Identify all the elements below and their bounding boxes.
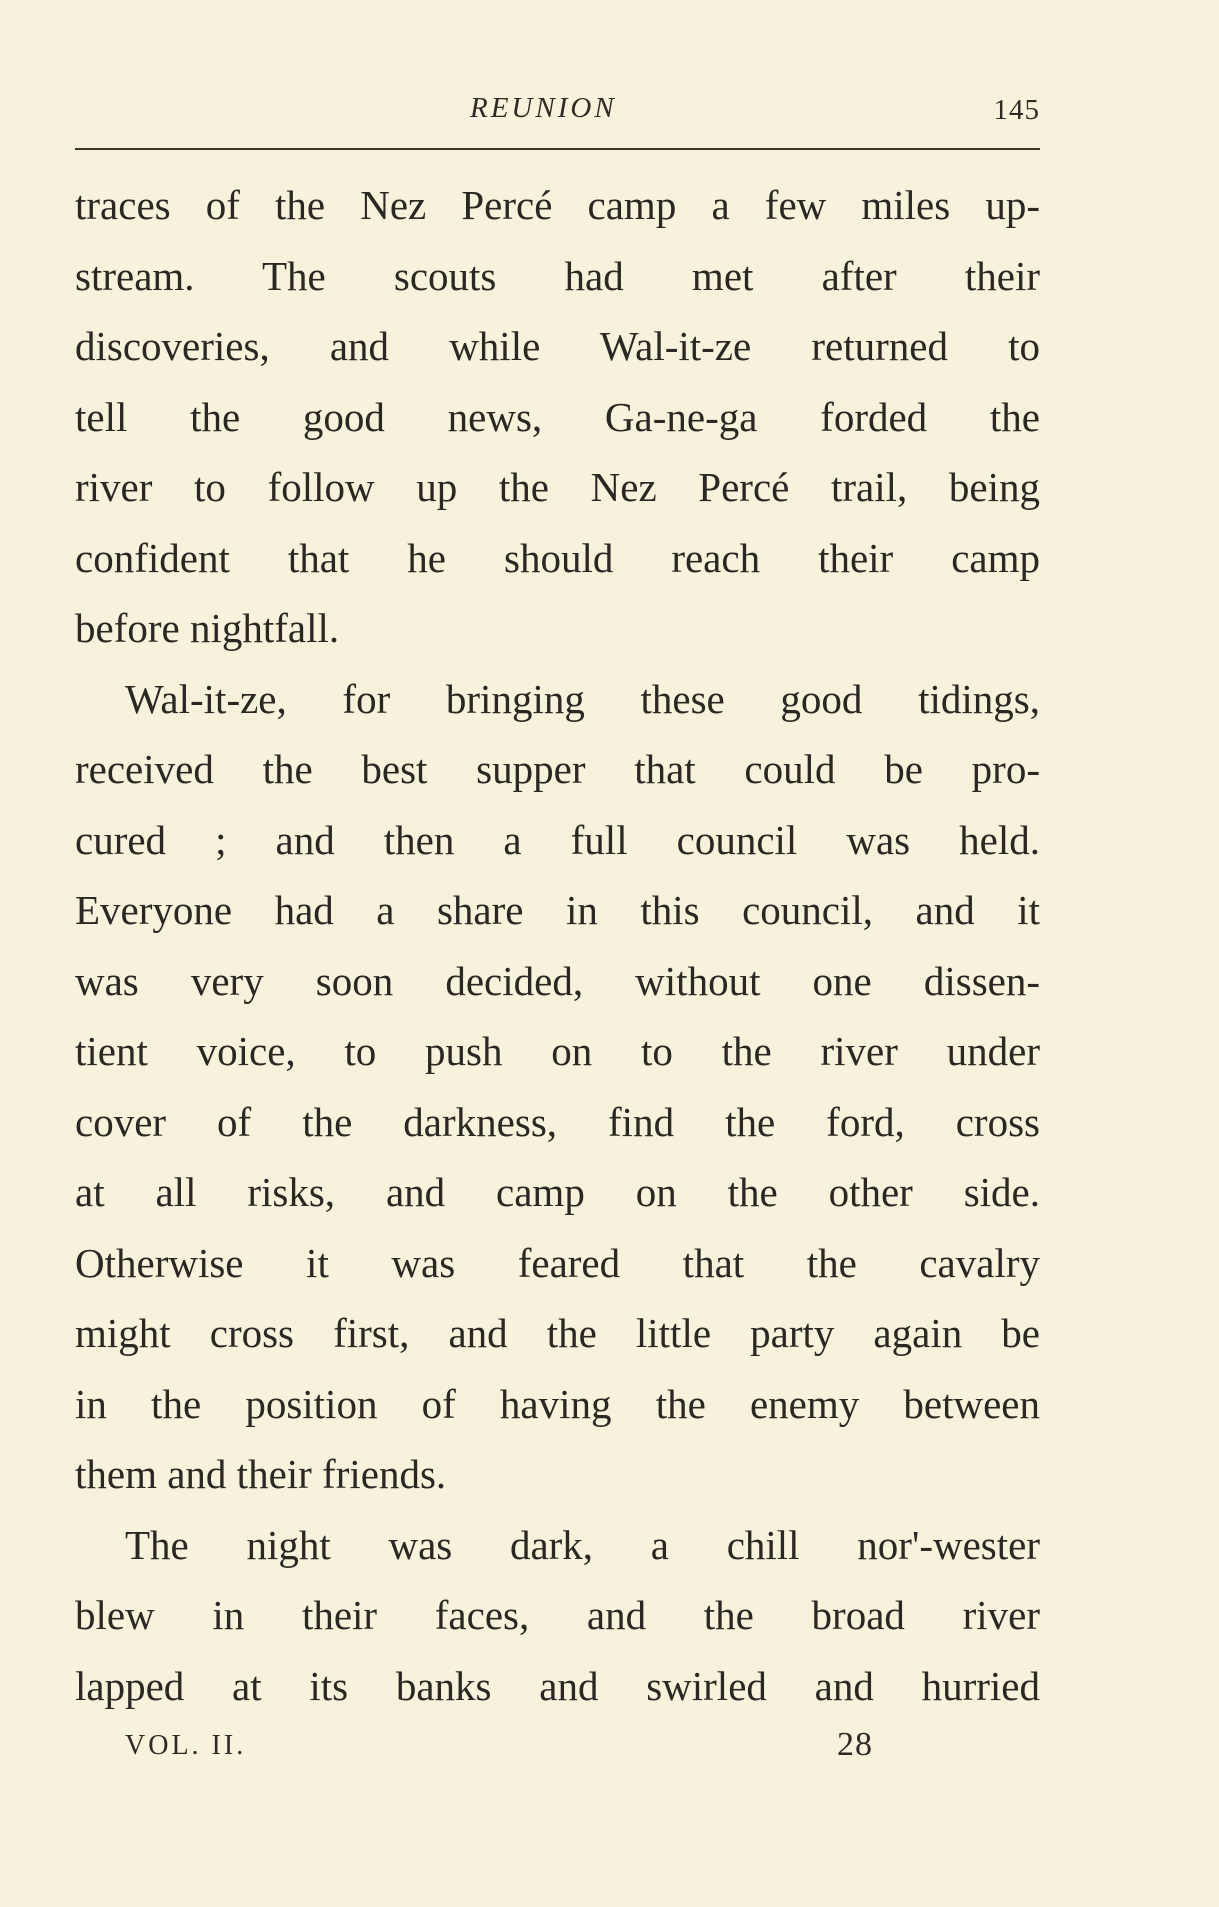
text-line: stream. The scouts had met after their xyxy=(75,252,1040,299)
header-rule xyxy=(75,148,1040,150)
text-line: was very soon decided, without one dissen- xyxy=(75,957,1040,1004)
text-line: river to follow up the Nez Percé trail, being xyxy=(75,464,1040,510)
text-line: blew in their faces, and the broad river xyxy=(75,1592,1040,1638)
text-line: before nightfall. xyxy=(75,605,340,651)
text-line: at all risks, and camp on the other side. xyxy=(75,1169,1040,1215)
text-line: might cross first, and the little party again be xyxy=(75,1310,1040,1356)
text-line: them and their friends. xyxy=(75,1451,447,1497)
page-footer xyxy=(125,1726,925,1770)
text-line: discoveries, and while Wal-it-ze returned to xyxy=(75,323,1040,369)
text-line: Wal-it-ze, for bringing these good tidings, xyxy=(125,675,1040,722)
text-line: traces of the Nez Percé camp a few miles up- xyxy=(75,182,1040,228)
text-line: tient voice, to push on to the river under xyxy=(75,1028,1040,1074)
volume-label: VOL. II. xyxy=(125,1730,247,1761)
text-line: cover of the darkness, find the ford, cross xyxy=(75,1098,1040,1145)
body-text xyxy=(75,170,1040,1721)
text-line: confident that he should reach their camp xyxy=(75,534,1040,581)
page-number: 145 xyxy=(993,94,1040,126)
text-line: in the position of having the enemy between xyxy=(75,1380,1040,1427)
text-line: The night was dark, a chill nor'-wester xyxy=(125,1521,1040,1568)
running-head: REUNION xyxy=(470,92,617,124)
text-line: Otherwise it was feared that the cavalry xyxy=(75,1239,1040,1286)
text-line: tell the good news, Ga-ne-ga forded the xyxy=(75,393,1040,440)
page-header xyxy=(75,92,1040,132)
signature-mark: 28 xyxy=(837,1726,873,1763)
text-line: cured ; and then a full council was held. xyxy=(75,816,1040,863)
text-line: received the best supper that could be pro- xyxy=(75,746,1040,792)
text-line: Everyone had a share in this council, and it xyxy=(75,887,1040,933)
text-line: lapped at its banks and swirled and hurried xyxy=(75,1662,1040,1709)
